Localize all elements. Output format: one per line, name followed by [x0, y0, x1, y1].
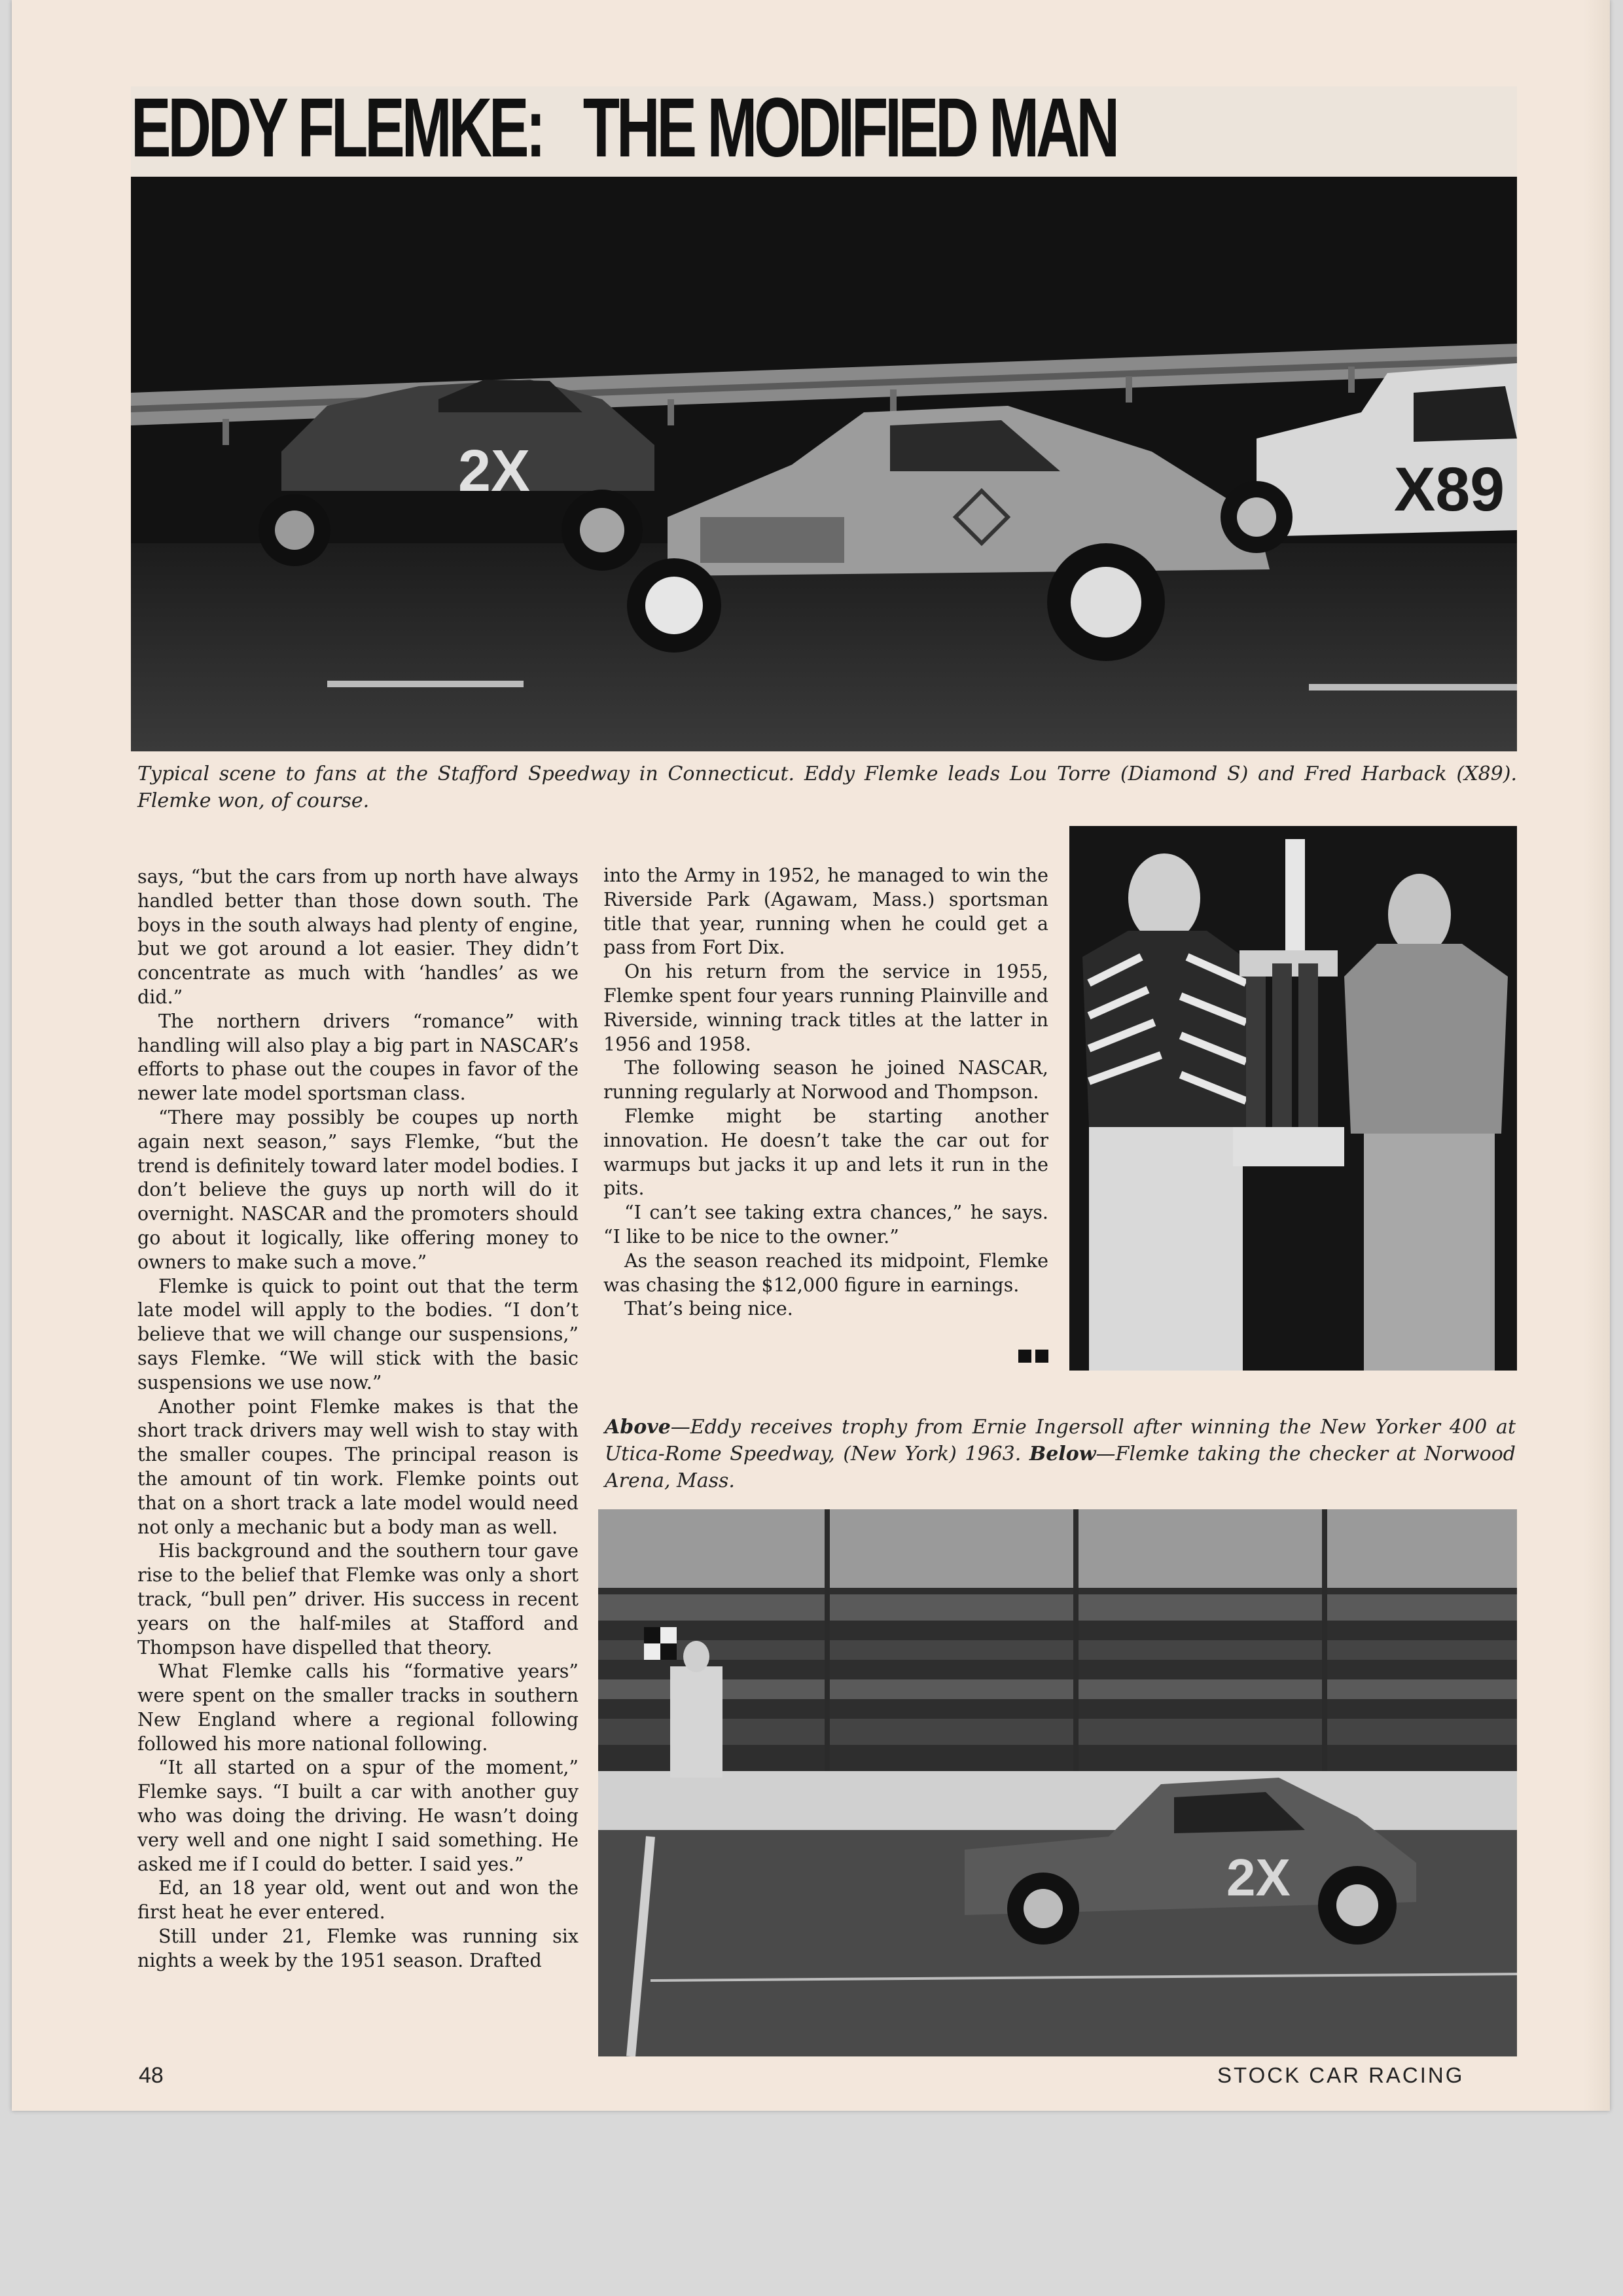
photo-stafford-race	[131, 177, 1517, 751]
paragraph: The northern drivers “romance” with handling will also play a big part in NASCAR’s efforts to phase out the coupes in favor of the newer late model sportsman class.	[137, 1010, 579, 1105]
headline: EDDY FLEMKE: THE MODIFIED MAN	[131, 81, 1117, 175]
magazine-name: STOCK CAR RACING	[1217, 2063, 1465, 2087]
paragraph: That’s being nice.	[624, 1298, 793, 1320]
photo-norwood-checker	[598, 1509, 1517, 2056]
paragraph: Still under 21, Flemke was running six nights a week by the 1951 season. Drafted	[137, 1926, 579, 1971]
car-number-x89: X89	[1394, 455, 1505, 524]
caption-below-text: —Flemke taking the checker at Norwood Arena, Mass.	[605, 1443, 1516, 1492]
paragraph: “I can’t see taking extra chances,” he says. “I like to be nice to the owner.”	[603, 1202, 1048, 1247]
car-number-2x-bottom: 2X	[1226, 1848, 1291, 1907]
paragraph: The following season he joined NASCAR, running regularly at Norwood and Thompson.	[603, 1057, 1048, 1103]
paragraph: “There may possibly be coupes up north again next season,” says Flemke, “but the trend is definitely toward later model bodies. I don’t believe the guys up north will do it overnight. NASCAR and the promoters should go about it logically, like offering money to owners to make such a move.”	[137, 1106, 579, 1273]
paragraph: On his return from the service in 1955, Flemke spent four years running Plainville and Riverside, winning track titles at the latter in 1956 and 1958.	[603, 961, 1048, 1055]
caption-above-text: —Eddy receives trophy from Ernie Ingersoll after winning the New Yorker 400 at Utica-Rome Speedway, (New York) 1963.	[605, 1416, 1516, 1465]
page-number: 48	[139, 2063, 164, 2088]
paragraph: What Flemke calls his “formative years” were spent on the smaller tracks in southern New England where a regional following followed his more national following.	[137, 1660, 579, 1755]
paragraph: Another point Flemke makes is that the short track drivers may well wish to stay with the smaller coupes. The principal reason is the amount of tin work. Flemke points out that on a short track a late model would need not only a mechanic but a body man as well.	[137, 1395, 579, 1538]
page-spine-shadow	[1584, 0, 1610, 2111]
article-column-1	[137, 865, 579, 1973]
paragraph: Flemke might be starting another innovation. He doesn’t take the car out for warmups but jacks it up and lets it run in the pits.	[603, 1105, 1048, 1200]
article-column-2	[603, 864, 1048, 1374]
paragraph: As the season reached its midpoint, Flemke was chasing the $12,000 figure in earnings.	[603, 1249, 1048, 1296]
paragraph: Flemke is quick to point out that the term late model will apply to the bodies. “I don’t believe that we will change our suspensions,” says Flemke. “We will stick with the basic suspensions we use now.”	[137, 1275, 579, 1393]
paragraph: “It all started on a spur of the moment,” Flemke says. “I built a car with another guy who was doing the driving. He wasn’t doing very well and one night I said something. He asked me if I could do better. I said yes.”	[137, 1757, 579, 1875]
caption-below-label: Below	[1029, 1443, 1096, 1465]
paragraph: His background and the southern tour gave rise to the belief that Flemke was only a short track, “bull pen” driver. His success in recent years on the half-miles at Stafford and Thompson have dispelled that theory.	[137, 1540, 579, 1659]
caption-above-label: Above	[605, 1416, 671, 1439]
checkered-flag-icon	[644, 1627, 677, 1660]
car-number-2x: 2X	[458, 439, 531, 504]
middle-caption	[605, 1414, 1516, 1494]
paragraph: Ed, an 18 year old, went out and won the first heat he ever entered.	[137, 1877, 579, 1924]
photo-trophy-presentation	[1069, 826, 1517, 1371]
top-photo-caption: Typical scene to fans at the Stafford Speedway in Connecticut. Eddy Flemke leads Lou Torre (Diamond S) and Fred Harback (X89). Flemke won, of course.	[137, 762, 1517, 812]
paragraph: into the Army in 1952, he managed to win the Riverside Park (Agawam, Mass.) sportsman title that year, running when he could get a pass from Fort Dix.	[603, 865, 1048, 959]
end-of-article-marks	[1014, 1345, 1048, 1369]
paragraph: says, “but the cars from up north have always handled better than those down south. The boys in the south always had plenty of engine, but we got around a lot easier. They didn’t concentrate as much with ‘handles’ as we did.”	[137, 866, 579, 1008]
